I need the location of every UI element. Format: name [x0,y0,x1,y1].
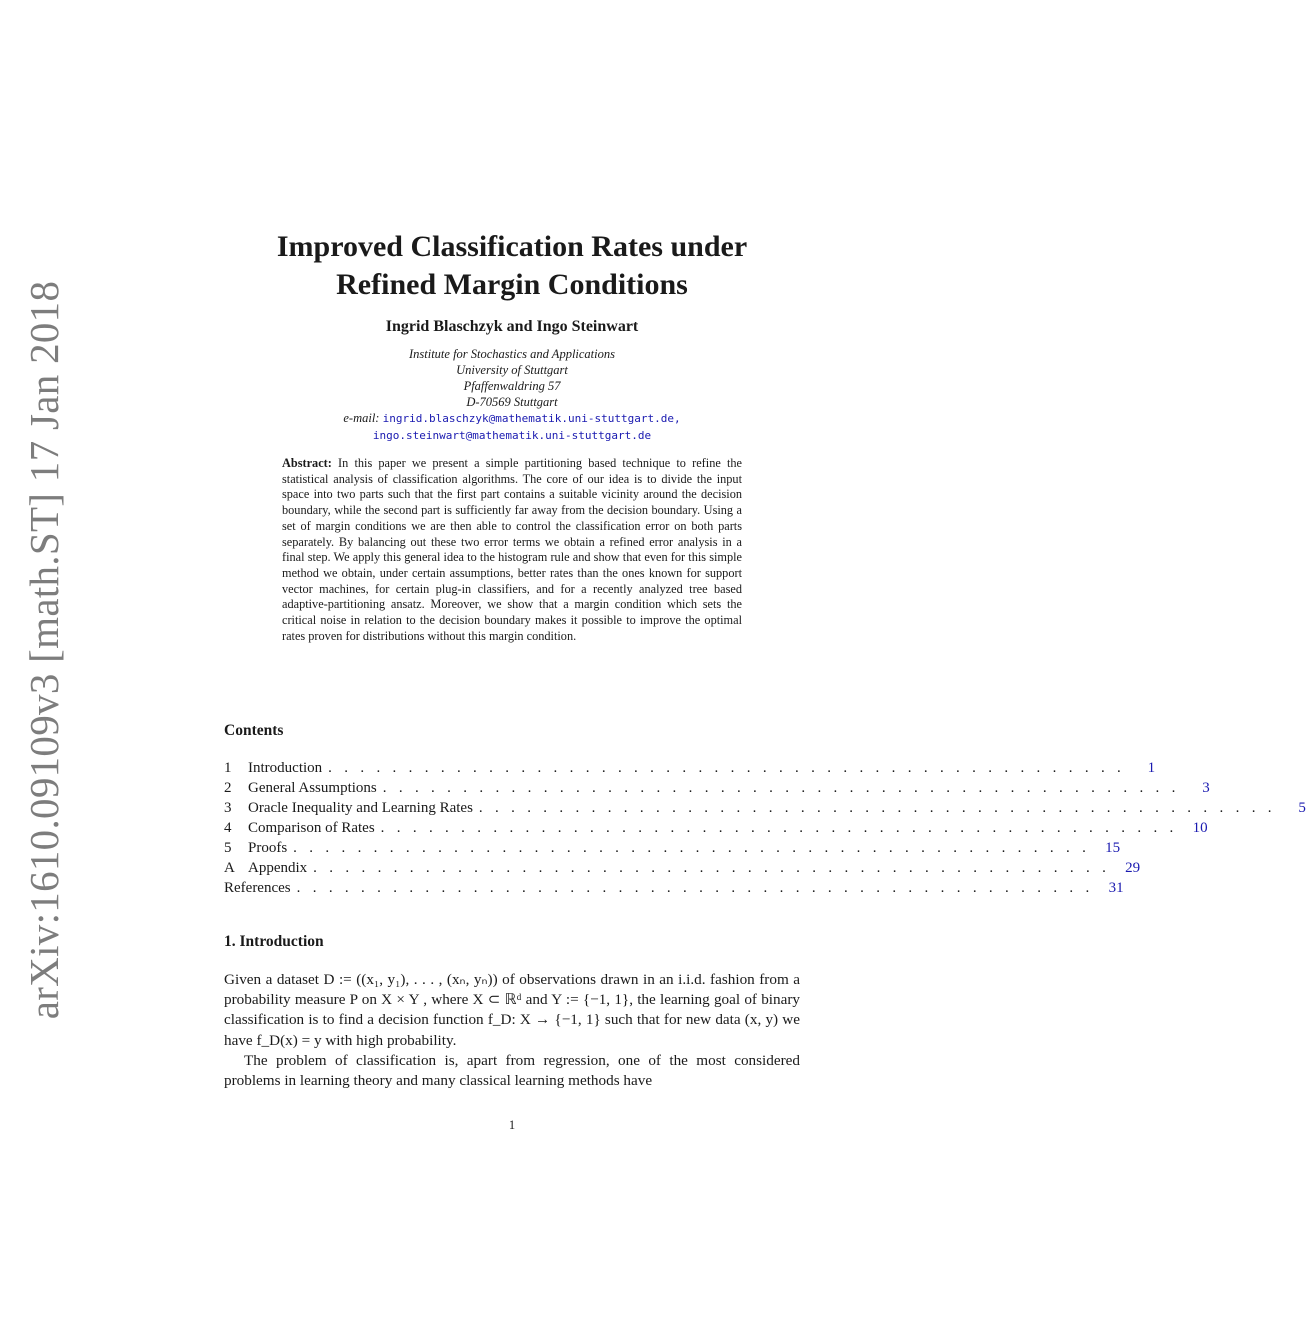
title-line-2: Refined Margin Conditions [336,268,688,301]
toc-entry-oracle-inequality[interactable] [224,800,1306,820]
toc-number: 5 [224,840,232,856]
toc-title: Oracle Inequality and Learning Rates [248,800,473,816]
toc-number: 1 [224,760,232,776]
abstract-label: Abstract: [282,456,332,470]
email-label: e-mail: [343,411,380,425]
page-number: 1 [508,1118,516,1132]
toc-entry-references[interactable] [224,880,1124,900]
toc-title: Appendix [248,860,308,876]
toc-page-link[interactable]: 29 [1125,860,1141,876]
toc-title: General Assumptions [248,780,377,796]
toc-title: Introduction [248,760,323,776]
toc-title: Proofs [248,840,288,856]
arxiv-sidebar [14,280,74,1020]
toc-number: 2 [224,780,232,796]
toc-leader-dots: . . . . . . . . . . . . . . . . . . . . . . . . . . . . . . . . . . . . . . . . . . . . . . . . . . [313,860,1111,876]
toc-leader-dots: . . . . . . . . . . . . . . . . . . . . . . . . . . . . . . . . . . . . . . . . . . . . . . . . . . [382,780,1180,796]
toc-leader-dots: . . . . . . . . . . . . . . . . . . . . . . . . . . . . . . . . . . . . . . . . . . . . . . . . . . [293,840,1091,856]
toc-number: 3 [224,800,232,816]
toc-page-link[interactable]: 5 [1298,800,1306,816]
toc-leader-dots: . . . . . . . . . . . . . . . . . . . . . . . . . . . . . . . . . . . . . . . . . . . . . . . . . . [478,800,1276,816]
toc-entry-introduction[interactable] [224,760,1156,780]
paragraph: Given a dataset D := ((x₁, y₁), . . . , (xₙ, yₙ)) of observations drawn in an i.i.d. fashion from a probability measure P on X × Y , where X ⊂ ℝᵈ and Y := {−1, 1}, the learning goal of binary classification is to find a decision function f_D: X → {−1, 1} such that for new data (x, y) we have f_D(x) = y with high probability. [224,971,800,1049]
toc-entry-proofs[interactable] [224,840,1121,860]
table-of-contents [224,760,1306,900]
toc-page-link[interactable]: 31 [1108,880,1124,896]
toc-leader-dots: . . . . . . . . . . . . . . . . . . . . . . . . . . . . . . . . . . . . . . . . . . . . . . . . . . [328,760,1126,776]
abstract-text: In this paper we present a simple partitioning based technique to refine the statistical analysis of classification algorithms. The core of our idea is to divide the input space into two parts such that the first part contains a suitable vicinity around the decision boundary, while the second part is sufficiently far away from the decision boundary. Using a set of margin conditions we are then able to control the classification error on both parts separately. By balancing out these two error terms we obtain a refined error analysis in a final step. We apply this general idea to the histogram rule and show that even for this simple method we obtain, under certain assumptions, better rates than the ones known for support vector machines, for certain plug-in classifiers, and for a recently analyzed tree based adaptive-partitioning ansatz. Moreover, we show that a margin condition which sets the critical noise in relation to the decision boundary makes it possible to improve the optimal rates proven for distributions without this margin condition. [282,456,742,643]
toc-entry-general-assumptions[interactable] [224,780,1210,800]
toc-entry-appendix[interactable] [224,860,1141,880]
toc-page-link[interactable]: 3 [1202,780,1210,796]
introduction-body [224,970,800,1091]
section-heading-introduction: 1. Introduction [224,933,324,950]
toc-number: 4 [224,820,232,836]
email-link-2[interactable]: ingo.steinwart@mathematik.uni-stuttgart.de [372,429,652,442]
abstract [282,456,742,644]
email-line-2 [200,427,824,444]
toc-page-link[interactable]: 1 [1147,760,1156,776]
toc-leader-dots: . . . . . . . . . . . . . . . . . . . . . . . . . . . . . . . . . . . . . . . . . . . . . . . . . . [296,880,1094,896]
toc-leader-dots: . . . . . . . . . . . . . . . . . . . . . . . . . . . . . . . . . . . . . . . . . . . . . . . . . . [380,820,1178,836]
toc-page-link[interactable]: 10 [1192,820,1208,836]
paper-title [200,228,824,304]
toc-entry-comparison-of-rates[interactable] [224,820,1208,840]
toc-title: Comparison of Rates [248,820,375,836]
arxiv-identifier: arXiv:1610.09109v3 [math.ST] 17 Jan 2018 [21,280,67,1020]
affiliation-line-1: Institute for Stochastics and Applications [408,347,615,361]
affiliation [200,346,824,444]
email-link-1[interactable]: ingrid.blaschzyk@mathematik.uni-stuttgart.de, [382,412,681,425]
affiliation-line-4: D-70569 Stuttgart [466,395,558,409]
toc-title: References [224,880,291,896]
authors: Ingrid Blaschzyk and Ingo Steinwart [385,318,639,335]
toc-number: A [224,860,235,876]
affiliation-line-2: University of Stuttgart [456,363,568,377]
affiliation-line-3: Pfaffenwaldring 57 [463,379,561,393]
paragraph: The problem of classification is, apart from regression, one of the most considered problems in learning theory and many classical learning methods have [224,1051,800,1090]
contents-heading: Contents [224,722,284,739]
email-line-1 [200,410,824,427]
toc-page-link[interactable]: 15 [1105,840,1121,856]
title-line-1: Improved Classification Rates under [276,230,748,263]
